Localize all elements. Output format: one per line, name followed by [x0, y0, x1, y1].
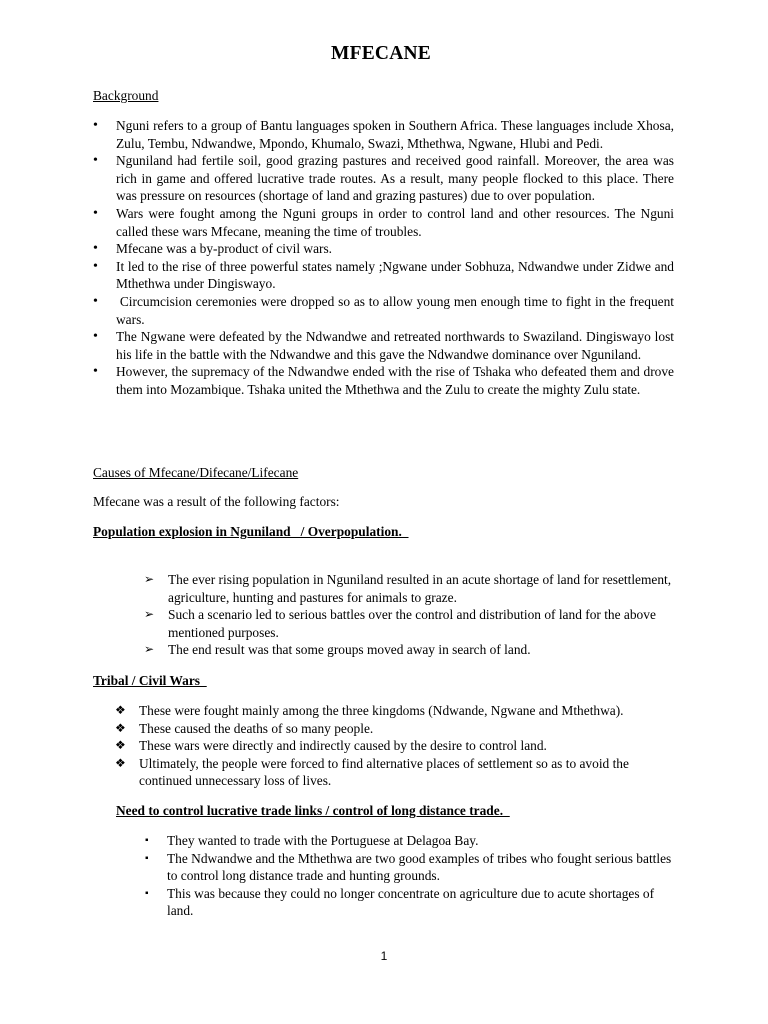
page-number: 1 [380, 949, 388, 963]
page-title: MFECANE [331, 43, 431, 64]
list-item: ❖ Ultimately, the people were forced to find alternative places of settlement so as to avoid the continued unnecessary loss of lives. [115, 755, 629, 789]
tribal-heading: Tribal / Civil Wars [93, 673, 207, 688]
trade-heading: Need to control lucrative trade links / control of long distance trade. [116, 803, 510, 818]
list-item: ❖ These wars were directly and indirectly caused by the desire to control land. [115, 738, 547, 754]
population-heading: Population explosion in Nguniland / Overpopulation. [93, 524, 409, 539]
bullet-dot-icon: • [93, 153, 98, 169]
list-item: ➢ The ever rising population in Nguniland resulted in an acute shortage of land for resettlement, agriculture, hunting and pastures for animals to graze. [144, 572, 672, 605]
list-item: • Wars were fought among the Nguni groups in order to control land and other resources. The Nguni called these wars Mfecane, meaning the time of troubles. [93, 205, 674, 239]
list-item: ▪ They wanted to trade with the Portuguese at Delagoa Bay. [145, 833, 479, 848]
list-item: ▪ The Ndwandwe and the Mthethwa are two good examples of tribes who fought serious battles to control long distance trade and hunting grounds. [145, 850, 672, 884]
bullet-dot-icon: • [93, 205, 98, 221]
arrow-bullet-icon: ➢ [144, 572, 155, 586]
causes-heading: Causes of Mfecane/Difecane/Lifecane [93, 465, 299, 480]
population-list [144, 571, 678, 659]
list-item: • Mfecane was a by-product of civil wars. [93, 241, 333, 257]
bullet-dot-icon: • [93, 241, 98, 257]
square-bullet-icon: ▪ [145, 852, 149, 864]
list-item: ▪ This was because they could no longer concentrate on agriculture due to acute shortages of land. [145, 885, 655, 919]
list-item: ➢ Such a scenario led to serious battles over the control and distribution of land for the above mentioned purposes. [144, 607, 656, 640]
background-list [93, 117, 678, 399]
list-item: • It led to the rise of three powerful states namely ;Ngwane under Sobhuza, Ndwandwe under Zidwe and Mthethwa under Dingiswayo. [93, 258, 674, 292]
diamond-bullet-icon: ❖ [115, 703, 126, 717]
tribal-list [115, 702, 675, 790]
arrow-bullet-icon: ➢ [144, 642, 155, 657]
bullet-dot-icon: • [93, 364, 98, 380]
square-bullet-icon: ▪ [145, 887, 149, 899]
list-item: • Nguniland had fertile soil, good grazing pastures and received good rainfall. Moreover, the area was rich in game and offered lucrative trade routes. As a result, many people flocked to this place. There was pressure on resources (shortage of land and grazing pastures) due to over population. [93, 153, 674, 204]
diamond-bullet-icon: ❖ [115, 720, 126, 735]
list-item: ➢ The end result was that some groups moved away in search of land. [144, 642, 531, 658]
bullet-dot-icon: • [93, 118, 98, 133]
list-item: ❖ These caused the deaths of so many people. [115, 720, 374, 736]
list-item: • Nguni refers to a group of Bantu languages spoken in Southern Africa. These languages include Xhosa, Zulu, Tembu, Ndwandwe, Mpondo, Khumalo, Swazi, Mthethwa, Ngwane, Hlubi and Pedi. [93, 118, 674, 151]
trade-list [145, 832, 672, 920]
list-item: • However, the supremacy of the Ndwandwe ended with the rise of Tshaka who defeated them and drove them into Mozambique. Tshaka united the Mthethwa and the Zulu to create the mighty Zulu state. [93, 364, 674, 397]
list-item: • Circumcision ceremonies were dropped so as to allow young men enough time to fight in the frequent wars. [93, 293, 678, 327]
square-bullet-icon: ▪ [145, 835, 149, 846]
list-item: ❖ These were fought mainly among the three kingdoms (Ndwande, Ngwane and Mthethwa). [115, 703, 624, 718]
arrow-bullet-icon: ➢ [144, 607, 155, 622]
background-heading: Background [93, 88, 159, 103]
bullet-dot-icon: • [93, 258, 98, 274]
diamond-bullet-icon: ❖ [115, 755, 126, 770]
causes-intro: Mfecane was a result of the following factors: [93, 494, 340, 509]
bullet-dot-icon: • [93, 293, 98, 309]
list-item: • The Ngwane were defeated by the Ndwandwe and retreated northwards to Swaziland. Dingiswayo lost his life in the battle with the Ndwandwe and this gave the Ndwandwe dominance over Nguniland. [93, 329, 674, 362]
bullet-dot-icon: • [93, 329, 98, 345]
diamond-bullet-icon: ❖ [115, 738, 126, 753]
